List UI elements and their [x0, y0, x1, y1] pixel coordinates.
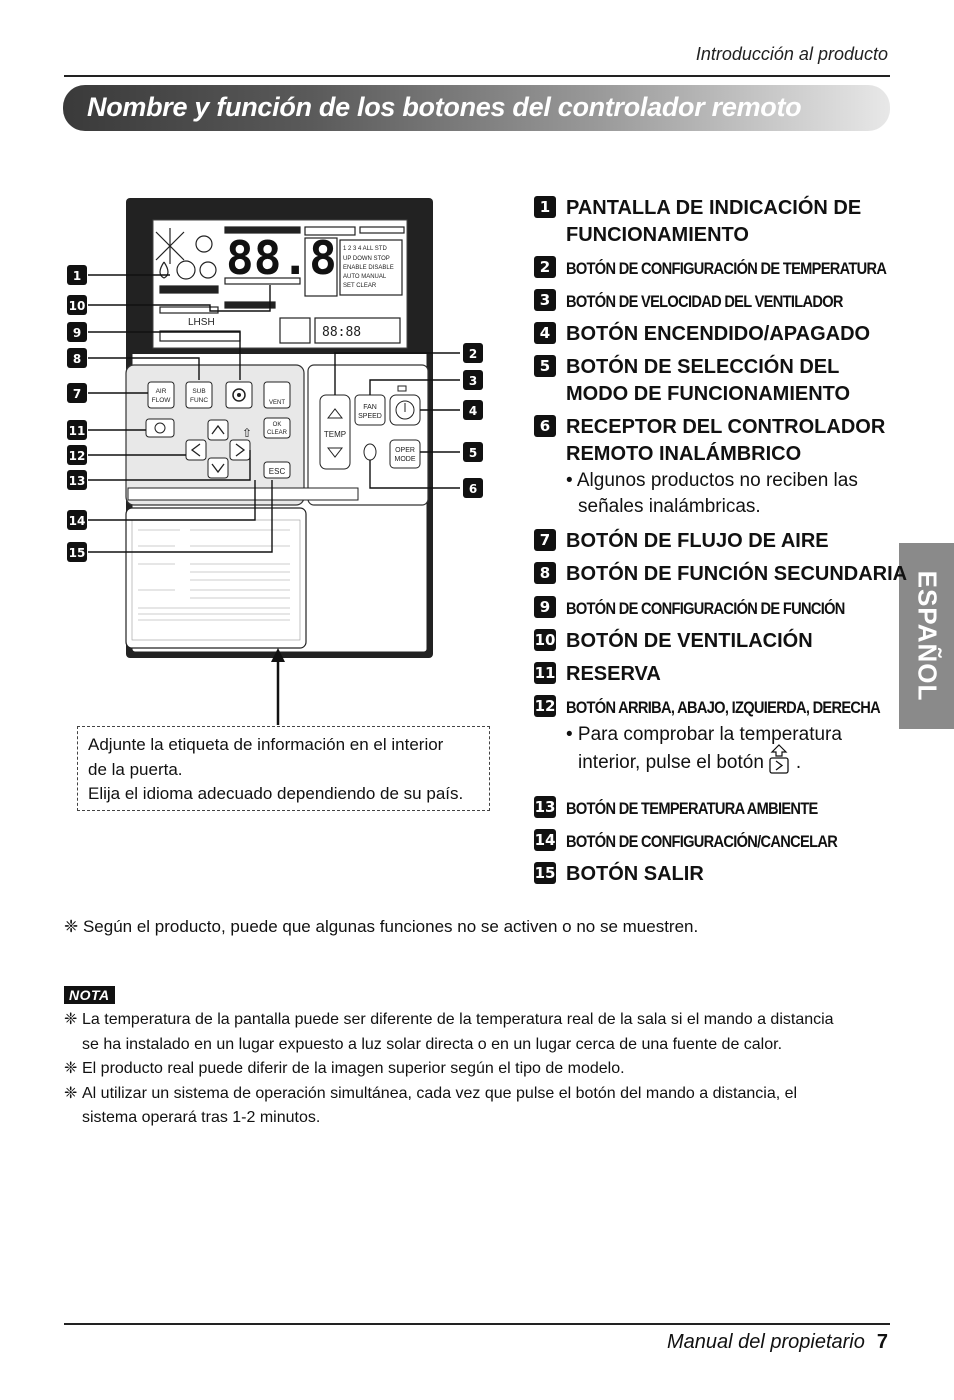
- note-item: [64, 1082, 894, 1131]
- item-label: BOTÓN DE FLUJO DE AIRE: [566, 530, 829, 552]
- callout-15: 15: [68, 546, 86, 560]
- note-line: sistema operará tras 1-2 minutos.: [82, 1109, 321, 1126]
- note-line: se ha instalado en un lugar expuesto a luz solar directa o en un lugar cerca de una fuente de calor.: [82, 1035, 783, 1053]
- list-item-3: [534, 288, 888, 315]
- note-item: [64, 1057, 894, 1082]
- callout-10: 10: [68, 299, 86, 313]
- svg-text:ESC: ESC: [268, 467, 286, 476]
- footnote: ❈ Según el producto, puede que algunas funciones no se activen o no se muestren.: [64, 917, 699, 936]
- note-mark-icon: ❈: [64, 1011, 78, 1028]
- note-line: El producto real puede diferir de la imagen superior según el tipo de modelo.: [82, 1060, 625, 1077]
- left-button[interactable]: [186, 440, 206, 460]
- ok-clear-button[interactable]: [264, 418, 290, 438]
- svg-text:⇧: ⇧: [242, 426, 253, 440]
- right-button[interactable]: [230, 440, 250, 460]
- callout-2: 2: [468, 347, 478, 361]
- item-number: 10: [534, 631, 556, 649]
- callout-11: 11: [68, 424, 86, 438]
- svg-text:CLEAR: CLEAR: [266, 430, 288, 436]
- list-item-5: [534, 354, 850, 408]
- esc-button[interactable]: [264, 462, 290, 478]
- list-item-11: [534, 661, 661, 688]
- item-label: BOTÓN SALIR: [566, 863, 704, 885]
- item-label: BOTÓN DE CONFIGURACIÓN/CANCELAR: [566, 832, 838, 851]
- room-temp-key-icon: [768, 744, 790, 774]
- note-line: La temperatura de la pantalla puede ser diferente de la temperatura real de la sala si el mando a distancia: [82, 1011, 834, 1028]
- item-number: 1: [534, 196, 556, 218]
- note-line: .: [795, 752, 802, 774]
- section-header: Introducción al producto: [695, 44, 888, 64]
- item-label: RECEPTOR DEL CONTROLADOR: [566, 416, 886, 438]
- svg-text:SPEED: SPEED: [358, 413, 382, 420]
- fan-speed-button[interactable]: [355, 395, 385, 425]
- list-item-1: [534, 195, 861, 249]
- item-label: BOTÓN DE SELECCIÓN DEL: [566, 356, 840, 378]
- list-item-14: [534, 828, 881, 855]
- notes-list: [64, 1008, 894, 1131]
- list-item-6: [534, 414, 885, 468]
- list-item-9: [534, 595, 890, 622]
- callout-12: 12: [68, 449, 86, 463]
- list-item-4: [534, 321, 870, 348]
- item-12-note: [566, 722, 842, 778]
- title-bar: [63, 85, 890, 131]
- callout-7: 7: [72, 387, 82, 401]
- item-label: BOTÓN ENCENDIDO/APAGADO: [566, 323, 871, 345]
- note-line: • Algunos productos no reciben las: [566, 470, 858, 491]
- svg-text:ENABLE DISABLE: ENABLE DISABLE: [343, 265, 394, 271]
- callout-13: 13: [68, 474, 86, 488]
- callout-4: 4: [468, 404, 478, 418]
- reserve-button[interactable]: [146, 419, 174, 437]
- item-number: 9: [534, 596, 556, 618]
- item-label: RESERVA: [566, 663, 661, 685]
- item-label: BOTÓN DE CONFIGURACIÓN DE TEMPERATURA: [566, 259, 887, 278]
- item-number: 12: [534, 697, 556, 715]
- svg-text:OPER: OPER: [395, 447, 415, 454]
- item-number: 5: [534, 355, 556, 377]
- list-item-12: [534, 694, 931, 721]
- door-label-callout: [77, 726, 490, 811]
- svg-text:88:88: 88:88: [322, 325, 362, 340]
- vent-button[interactable]: [264, 382, 290, 408]
- item-label: FUNCIONAMIENTO: [566, 224, 749, 246]
- item-number: 8: [534, 562, 556, 584]
- list-item-13: [534, 795, 859, 822]
- svg-text:AUTO MANUAL: AUTO MANUAL: [343, 274, 387, 280]
- nota-badge: NOTA: [64, 986, 115, 1004]
- footer: [667, 1331, 888, 1354]
- temp-button[interactable]: [320, 395, 350, 469]
- item-number: 11: [534, 664, 556, 682]
- item-number: 3: [534, 289, 556, 311]
- item-number: 7: [534, 529, 556, 551]
- language-tab-label: ESPAÑOL: [912, 570, 942, 702]
- lcd-digits: 88.8: [226, 231, 337, 285]
- item-label: BOTÓN ARRIBA, ABAJO, IZQUIERDA, DERECHA: [566, 698, 881, 717]
- svg-text:FUNC: FUNC: [189, 397, 209, 404]
- svg-text:LHSH: LHSH: [188, 317, 215, 328]
- wireless-receiver: [364, 444, 376, 460]
- item-label: MODO DE FUNCIONAMIENTO: [566, 383, 851, 405]
- item-label: BOTÓN DE FUNCIÓN SECUNDARIA: [566, 563, 908, 585]
- note-line: • Para comprobar la temperatura: [566, 724, 842, 745]
- item-6-note: [566, 468, 858, 520]
- footer-rule: [64, 1323, 890, 1325]
- svg-text:SUB: SUB: [192, 388, 206, 395]
- item-label: BOTÓN DE TEMPERATURA AMBIENTE: [566, 799, 818, 818]
- list-item-10: [534, 628, 813, 655]
- air-flow-button[interactable]: [148, 382, 174, 408]
- svg-text:SET CLEAR: SET CLEAR: [343, 283, 377, 289]
- item-label: BOTÓN DE CONFIGURACIÓN DE FUNCIÓN: [566, 599, 845, 618]
- callout-6: 6: [468, 482, 478, 496]
- item-number: 15: [534, 864, 556, 882]
- note-line: interior, pulse el botón: [578, 752, 764, 774]
- callout-9: 9: [72, 326, 82, 340]
- svg-text:MODE: MODE: [394, 456, 416, 463]
- note-mark-icon: ❈: [64, 1060, 78, 1077]
- svg-text:FAN: FAN: [363, 404, 377, 411]
- list-item-8: [534, 561, 907, 588]
- callout-line: Elija el idioma adecuado dependiendo de su país.: [88, 784, 464, 803]
- callout-1: 1: [72, 269, 82, 283]
- item-number: 14: [534, 831, 556, 849]
- list-item-15: [534, 861, 704, 888]
- callout-3: 3: [468, 374, 478, 388]
- svg-text:VENT: VENT: [268, 400, 286, 406]
- page-title: Nombre y función de los botones del controlador remoto: [87, 92, 802, 122]
- item-label: BOTÓN DE VENTILACIÓN: [566, 630, 813, 652]
- svg-text:1 2 3 4 ALL STD: 1 2 3 4 ALL STD: [343, 246, 387, 252]
- item-number: 6: [534, 415, 556, 437]
- page-number: 7: [876, 1331, 888, 1353]
- note-line: Al utilizar un sistema de operación simultánea, cada vez que pulse el botón del mando a distancia, el: [82, 1084, 798, 1102]
- header-rule: [64, 75, 890, 77]
- svg-text:TEMP: TEMP: [323, 430, 347, 439]
- function-setting-button[interactable]: [226, 382, 252, 408]
- item-number: 4: [534, 322, 556, 344]
- room-temp-button[interactable]: [242, 426, 252, 440]
- list-item-7: [534, 528, 829, 555]
- manual-name: Manual del propietario: [666, 1331, 865, 1353]
- svg-text:AIR: AIR: [155, 388, 167, 395]
- note-line: señales inalámbricas.: [578, 496, 761, 517]
- item-number: 2: [534, 256, 556, 278]
- sub-func-button[interactable]: [186, 382, 212, 408]
- note-mark-icon: ❈: [64, 1084, 78, 1102]
- callout-5: 5: [468, 446, 478, 460]
- note-item: [64, 1008, 894, 1057]
- callout-14: 14: [68, 514, 86, 528]
- item-label: PANTALLA DE INDICACIÓN DE: [566, 197, 862, 219]
- svg-text:UP DOWN STOP: UP DOWN STOP: [343, 256, 390, 262]
- item-label: REMOTO INALÁMBRICO: [566, 443, 802, 465]
- svg-text:OK: OK: [272, 422, 282, 428]
- item-label: BOTÓN DE VELOCIDAD DEL VENTILADOR: [566, 292, 843, 311]
- down-button[interactable]: [208, 458, 228, 478]
- list-item-2: [534, 255, 938, 282]
- callout-line: Adjunte la etiqueta de información en el interior: [88, 735, 444, 754]
- callout-badges-right: [463, 343, 483, 498]
- svg-text:FLOW: FLOW: [151, 397, 171, 404]
- up-button[interactable]: [208, 420, 228, 440]
- callout-line: de la puerta.: [88, 759, 183, 779]
- item-number: 13: [534, 798, 556, 816]
- oper-mode-button[interactable]: [390, 440, 420, 468]
- callout-8: 8: [72, 352, 82, 366]
